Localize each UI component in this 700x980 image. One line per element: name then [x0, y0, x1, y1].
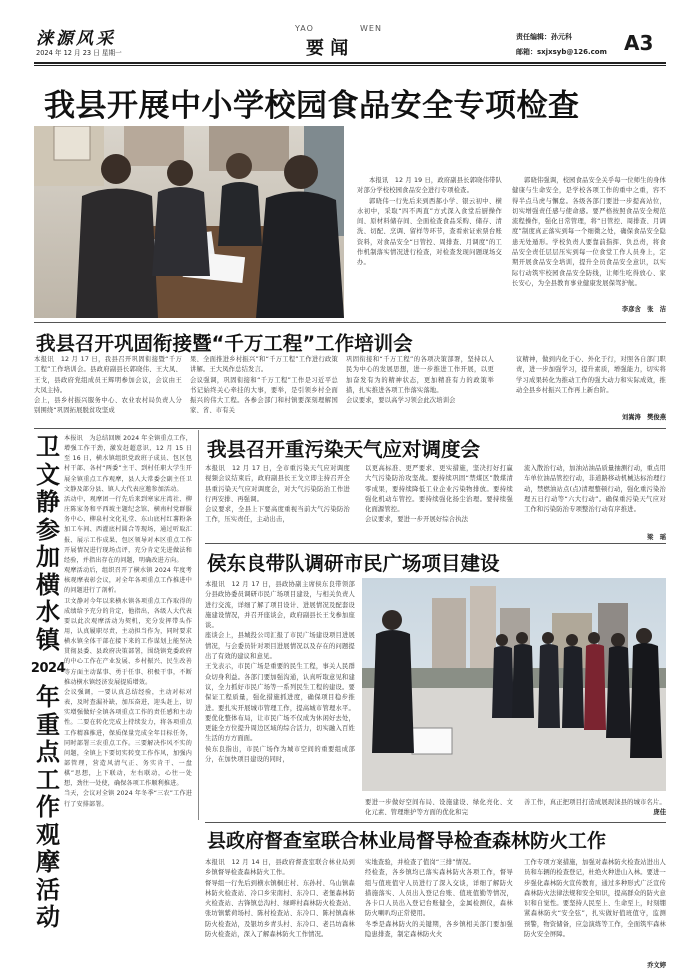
article2-byline: 刘嵩涛 樊俊燕 [621, 414, 666, 421]
article3-headline-char: 摩 [36, 848, 60, 876]
lead-article-body [357, 176, 502, 269]
article3-headline-char: 卫 [36, 433, 60, 461]
section-divider-3 [205, 543, 666, 544]
article5-headline: 侯东良带队调研市民广场项目建设 [207, 552, 500, 575]
article2-headline: 我县召开巩固衔接暨“千万工程”工作培训会 [36, 332, 413, 355]
paper-name: 涞源风采 [36, 29, 116, 49]
section-pinyin-yao: YAO [295, 24, 314, 33]
lead-paragraph-1: 本报讯 12 月 19 日，政府副县长郭晓伟带队对部分学校校园食品安全进行专项检查。 [357, 177, 502, 195]
section-divider-1 [34, 322, 666, 323]
article3-headline-char: 参 [36, 515, 60, 544]
article5-photo [362, 578, 666, 791]
article5-col1: 本报讯 12 月 17 日，县政协副主席侯东良带领部分县政协委员调研市民广场项目建设，与相关负责人进行交流，详细了解了项目设计、进展情况及配套设施建设情况，并召开座谈会，政府副县长王戈参加座谈。 座谈会上，县城投公司汇报了市民广场建设项目进展情况，与会委员针对项目进展情况以及存在的问题提出了有效的建议和意见。 王戈表示，市民广场是重要的民生工程，事关人民群众切身利益。各部门要加强沟通，认真听取意见和建议，全力抓好市民广场等一系列民生工程的建设。要保证工程质量，强化措施抓进度，确保项目稳步推进。要扎实开展城市管理工作，提高城市管理水平。要优化整体布局，让市民广场不仅成为休闲好去处，更能全方位提升周边区域的综合活力，切实融入百姓生活的方方面面。 侯东良指出，市民广场作为城市空间的重要组成部分，在加快项目建设的同时， [205, 581, 355, 764]
section-title: 要 闻 [306, 38, 349, 59]
article3-headline-char: 静 [36, 488, 60, 516]
lead-byline: 李彦含 张 洁 [621, 306, 666, 313]
lead-paragraph-2: 郭晓伟一行先后来到西郝小学、银云初中、横水初中，采取“四不两直”方式深入食堂后厨操作间、原材料储存间、全面检查食品采购、储存、清洗、切配、烹调、留样等环节，查看索证索票台账资料，对食品安全“日管控、周排查、月调度”的工作机制落实情况进行检查，对检查发现问题现场交办。 [357, 197, 502, 267]
article5-byline: 庞佳 [653, 809, 666, 816]
article2-col1: 本报讯 12 月 17 日，我县召开巩固衔接暨“千万工程”工作培训会。县政府副县长郭晓伟、王大凤、王戈，县政府党组成员王辉明参加会议，会议由王大凤主持。 会上，县乡村振兴服务中心、农业农村局负责人分别围绕“巩固拓展脱贫攻坚成 [34, 356, 182, 415]
article3-headline-char: 活 [36, 875, 60, 904]
section-divider-2 [34, 428, 666, 429]
article3-headline-char: 文 [36, 460, 60, 489]
column-divider [198, 430, 199, 820]
lead-photo [34, 126, 344, 318]
article5-col3: 善工作，真正把项目打造成展现涞县的城市名片。 [524, 799, 666, 806]
masthead-rule [34, 62, 666, 64]
page-number: A3 [624, 31, 654, 55]
masthead-rule-thin [34, 65, 666, 66]
section-divider-4 [205, 822, 666, 823]
article4-col3: 流入散治行动，加油站油品质量抽测行动，重点用车单位油品管控行动，非道路移动机械达标治理行动，禁燃油站点(点)清理整顿行动，强化重污染治理五日行动等“六大行动”。确保重污染天气应对工作和污染防治专项整治行动有序推进。 [524, 465, 666, 514]
article6-headline: 县政府督查室联合林业局督导检查森林防火工作 [207, 830, 607, 852]
article3-headline-year: 2024 [30, 661, 66, 676]
article3-headline-char: 重 [36, 710, 60, 739]
lead-article-body-col2 [512, 176, 666, 289]
article5-col2: 要进一步做好空间布局、设施建设、绿化亮化、文化元素、管理维护等方面的优化和完 [365, 799, 513, 817]
email-line: 邮箱：sxjxsyb@126.com [516, 48, 607, 56]
article4-col2: 以更高标准、更严要求、更实措施，坚决打好打赢大气污染防治攻坚战。要持续巩固“禁煤区”散煤清零成果，要持续降低工业企业污染物排放。要持续强化机动车管控。要持续强化扬尘治理。要持续强化面源管控。 会议要求，要进一步开展好综合执法 [365, 465, 513, 524]
article2-col2: 果、全面推进乡村振兴”和“千万工程”工作进行政策讲解。王大凤作总结发言。 会议强调，巩固衔接和“千万工程”工作是习近平总书记始终关心牵挂的大事，要举，是引领乡村全面振兴的伟大工程。各参会部门和村镇要深刻理解国家、省、市有关 [190, 356, 338, 415]
article3-headline-char: 年 [36, 683, 60, 711]
lead-paragraph-3: 郭晓伟强调，校园食品安全关乎每一位师生的身体健康与生命安全，是学校各项工作的重中之重，容不得半点马虎与懈怠。各级各部门要进一步提高站位，切实增强责任感与使命感。要严格按照食品安全规范流程操作，强化日常管理，将“日管控、周排查、月调度”制度真正落实到每一个细微之处，确保食品安全隐患无处遁形。学校负责人要靠前指挥、负总责，将食品安全责任层层压实到每一位食堂工作人员身上，定期开展食品安全培训，提升全员食品安全意识，以实际行动筑牢校园食品安全防线，让师生吃得放心、家长安心，为全县教育事业健康发展保驾护航。 [512, 177, 666, 287]
article3-headline-char: 观 [36, 820, 60, 849]
article3-headline-char: 作 [36, 793, 60, 821]
masthead [0, 0, 700, 62]
article2-col3: 巩固衔接和“千万工程”的各项决策部署，坚持以人民为中心的发展思想，进一步推进工作开展，以更加奋发有为的精神状态，更加精准有力的政策举措，扎实推进各项工作落实落地。 会议要求，要以高学习领会此次培训会 [346, 356, 494, 405]
article6-col1: 本报讯 12 月 14 日，县政府督查室联合林业局到乡镇督导检查森林防火工作。 督导组一行先后到横水镇桐庄村、东孙村、乌山镇森林防火检查站、冷口乡宋南村、东冷口、老堡森林防火检查站、古锋镇总沟村、绿畔村森林防火检查站、张坊镇紫荷场村、陈村检查站、东冷口、陈村镇森林防火检查站，及银坊乡青头村、东冷口、老吕坊森林防火检查站，深入了解森林防火工作情况。 [205, 859, 355, 939]
article3-headline-char: 加 [36, 543, 60, 571]
article4-byline: 梁 瑶 [647, 534, 666, 541]
article4-headline: 我县召开重污染天气应对调度会 [207, 438, 481, 461]
article3-headline-char: 镇 [36, 625, 60, 654]
editor-line: 责任编辑：孙元科 [516, 33, 572, 41]
article3-body: 本报讯 为总结回顾 2024 年全镇重点工作，增强工作干劲，激发赶超意识，12 月 15 日至 16 日，横水镇组织党政班子成员、包区包村干部、各村“两委”主干、到村任职大学生开展全镇重点工作观摩，县人大常委会副主任卫文静及部分县、镇人大代表应邀参加活动。 活动中，观摩团一行先后来到寒家庄湾社、柳庄陈家务和平西坡主题纪念馆、横南村党群服务中心、柳泉村文化礼堂、东山底村红薯粉条加工车间、西灌底村圆合等现场，通过听取汇报、展示工作成果、包区领导对本区重点工作开展情况进行现场点评，充分肯定先进做法和经验，并指出存在的问题，明确改进方向。 观摩活动后，组织召开了横水镇 2024 年度考核观摩表彰会议，对全年各项重点工作推进中的问题进行了剖析。 卫文静对今年以来横水镇各项重点工作取得的成绩给予充分的肯定，他指出，各级人大代表要以此次观摩活动为契机，充分发挥带头作用，认真履职尽责，主动担当作为，同时要求横水镇全体干部在接下来的工作谋划上能坚决贯彻县委、县政府决策部署，围绕镇党委政府的中心工作在产业发展、乡村振兴、民生改善等方面主动谋事、勇于任事、积极干事，不断推动横水镇经济发展提质增效。 会议强调，一要认真总结经验，主动对标对表，及时查漏补缺，加压奋进，迎头赶上，切实增强做好全镇各项重点工作的责任感和主动性。二要在转化完成上持续发力，将各项重点工作精准推进，保质保量完成全年目标任务，同时部署三农重点工作。三要解决作风不实的问题，全镇上下要切实转变工作作风，加强内部管理，营造风清气正、务实肯干、一盘棋”思想，上下联动，左右联动，心往一处想，劲往一处使，确保各项工作顺利推进。 当天，会议对全镇 2024 年冬季“三农”工作进行了安排部署。 [64, 435, 192, 808]
article3-headline-char: 工 [36, 765, 60, 794]
article3-headline-char: 水 [36, 598, 60, 626]
article4-col1: 本报讯 12 月 17 日，全市重污染天气应对调度视频会议结束后，政府副县长王戈立即主持召开全县重污染天气应对调度会，对大气污染防治工作进行再安排、再强调。 会议要求，全县上下要高度重视当前大气污染防治工作，压实责任，主动出击， [205, 465, 350, 524]
article6-col2: 实地查验，并检查了值岗“三排”情况。 经检查，各乡镇均已落实森林防火各项工作，督导组与值班值守人员进行了深入交谈，详细了解防火措施落实、人员出入登记台账、值班值勤等情况，各卡口人员出入登记台账健全，金属检测仪，森林防火喇叭均正常使用。 冬季是森林防火的关键期，各乡镇相关部门要加强隐患排查，制定森林防火火 [365, 859, 513, 939]
article2-col4: 议精神，做到内化于心、外化于行，对照各自部门职责，进一步加强学习，提升素质，增强能力，切实将学习成果转化为推动工作的强大动力和实际成效，推动全县乡村振兴工作再上新台阶。 [516, 356, 666, 394]
section-pinyin-wen: WEN [360, 24, 382, 33]
date-line: 2024 年 12 月 23 日 星期一 [36, 49, 122, 57]
article3-headline-char: 横 [36, 570, 60, 599]
article3-headline-char: 动 [36, 903, 60, 931]
article3-headline-char: 点 [36, 738, 60, 766]
article6-col3: 工作专项方案措施，加强对森林防火检查站进出人员和车辆的检查登记，杜绝火种进山入林。要进一步强化森林防火宣传教育，通过多种形式广泛宣传森林防火法律法规和安全知识，提高群众的防火意识和自觉性。要坚持人民至上、生命至上，时刻绷紧森林防火“安全弦”，扎实做好值班值守，监测预警，物资储备，应急演练等工作，全面筑牢森林防火安全屏障。 [524, 859, 666, 939]
article3-vertical-headline [30, 433, 66, 956]
lead-headline: 我县开展中小学校园食品安全专项检查 [44, 88, 580, 124]
article6-byline: 乔文婷 [647, 962, 666, 969]
